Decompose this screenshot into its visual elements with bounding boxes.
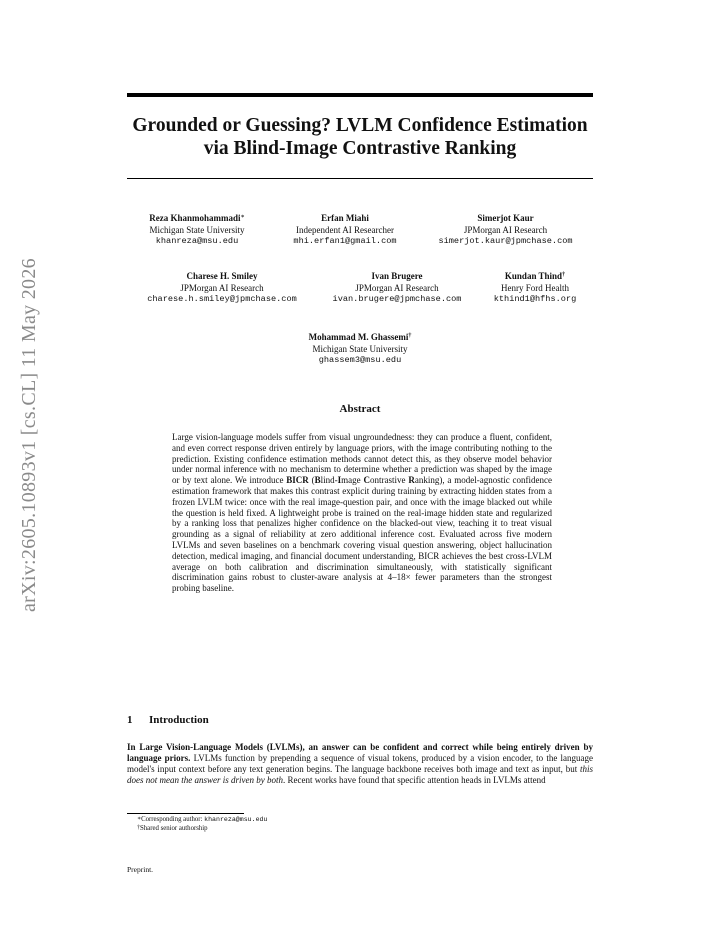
author-email: ghassem3@msu.edu [318,355,402,365]
author-mark: † [562,272,566,278]
title-line-1: Grounded or Guessing? LVLM Confidence Estimation [132,115,588,136]
author-affiliation: Independent AI Researcher [296,224,394,235]
footnote-rule [127,813,244,814]
author-block [280,213,410,248]
author-affiliation: Michigan State University [312,343,408,354]
author-email: khanreza@msu.edu [155,236,239,246]
section-number: 1 [127,714,133,726]
author-affiliation: Henry Ford Health [501,282,569,293]
footnote-corresponding: ∗Corresponding author: khanreza@msu.edu [137,816,268,823]
footnotes [137,816,267,833]
author-affiliation: JPMorgan AI Research [180,282,264,293]
author-block [322,271,472,306]
title-line-2: via Blind-Image Contrastive Ranking [203,138,517,159]
abstract-heading: Abstract [339,403,381,415]
author-name: Reza Khanmohammadi [149,213,241,223]
preprint-label: Preprint. [127,865,154,874]
author-name: Erfan Miahi [321,213,369,223]
author-email: charese.h.smiley@jpmchase.com [147,294,297,304]
section-title: Introduction [149,714,209,726]
title-bottom-rule [127,178,593,179]
author-block [428,213,583,248]
author-email: mhi.erfan1@gmail.com [293,236,397,246]
author-mark: ∗ [240,214,245,220]
section-heading-introduction [127,714,209,726]
abstract-text: Large vision-language models suffer from visual ungroundedness: they can produce a fluent, confident, and even correct response driven entirely by language priors, with the image contributing nothing to the prediction. Existing confidence estimation methods cannot detect this, as they observe model behavior under normal inference with no mechanism to determine whether a prediction was shaped by the image or by text alone. We introduce BICR (Blind-Image Contrastive Ranking), a model-agnostic confidence estimation framework that makes this contrast explicit during training by extracting hidden states from a frozen LVLM twice: once with the real image-question pair, and once with the image blacked out while the question is held fixed. A lightweight probe is trained on the real-image hidden state and regularized by a ranking loss that penalizes higher confidence on the blacked-out view, teaching it to treat visual grounding as a signal of reliability at zero additional inference cost. Evaluated across five modern LVLMs and seven baselines on a benchmark covering visual question answering, object hallucination detection, medical imaging, and financial document understanding, BICR achieves the best cross-LVLM average on both calibration and discrimination simultaneously, with statistically significant discrimination gains robust to cluster-aware analysis at 4–18× fewer parameters than the strongest probing baseline. [172,432,553,594]
author-block [137,213,257,248]
author-name: Charese H. Smiley [186,271,258,281]
author-block [137,271,307,306]
author-name: Kundan Thind [504,271,563,281]
author-name: Mohammad M. Ghassemi [308,332,409,342]
introduction-paragraph: In Large Vision-Language Models (LVLMs), an answer can be confident and correct while being entirely driven by language priors. LVLMs function by prepending a sequence of visual tokens, produced by a vision encoder, to the language model's input context before any text generation begins. The language backbone receives both image and text as input, but this does not mean the answer is driven by both. Recent works have found that specific attention heads in LVLMs attend [127,742,593,785]
author-email: ivan.brugere@jpmchase.com [332,294,462,304]
author-name: Ivan Brugere [371,271,423,281]
title-top-rule [127,93,593,97]
footnote-shared: †Shared senior authorship [137,824,208,832]
author-mark: † [408,333,412,339]
author-block [280,332,440,367]
author-email: simerjot.kaur@jpmchase.com [438,236,573,246]
author-name: Simerjot Kaur [477,213,534,223]
author-affiliation: Michigan State University [149,224,245,235]
corresponding-email: khanreza@msu.edu [204,816,268,823]
author-affiliation: JPMorgan AI Research [463,224,548,235]
paper-title [127,114,593,160]
author-affiliation: JPMorgan AI Research [355,282,439,293]
author-email: kthind1@hfhs.org [493,294,577,304]
author-block [486,271,584,306]
arxiv-stamp: arXiv:2605.10893v1 [cs.CL] 11 May 2026 [18,258,40,612]
